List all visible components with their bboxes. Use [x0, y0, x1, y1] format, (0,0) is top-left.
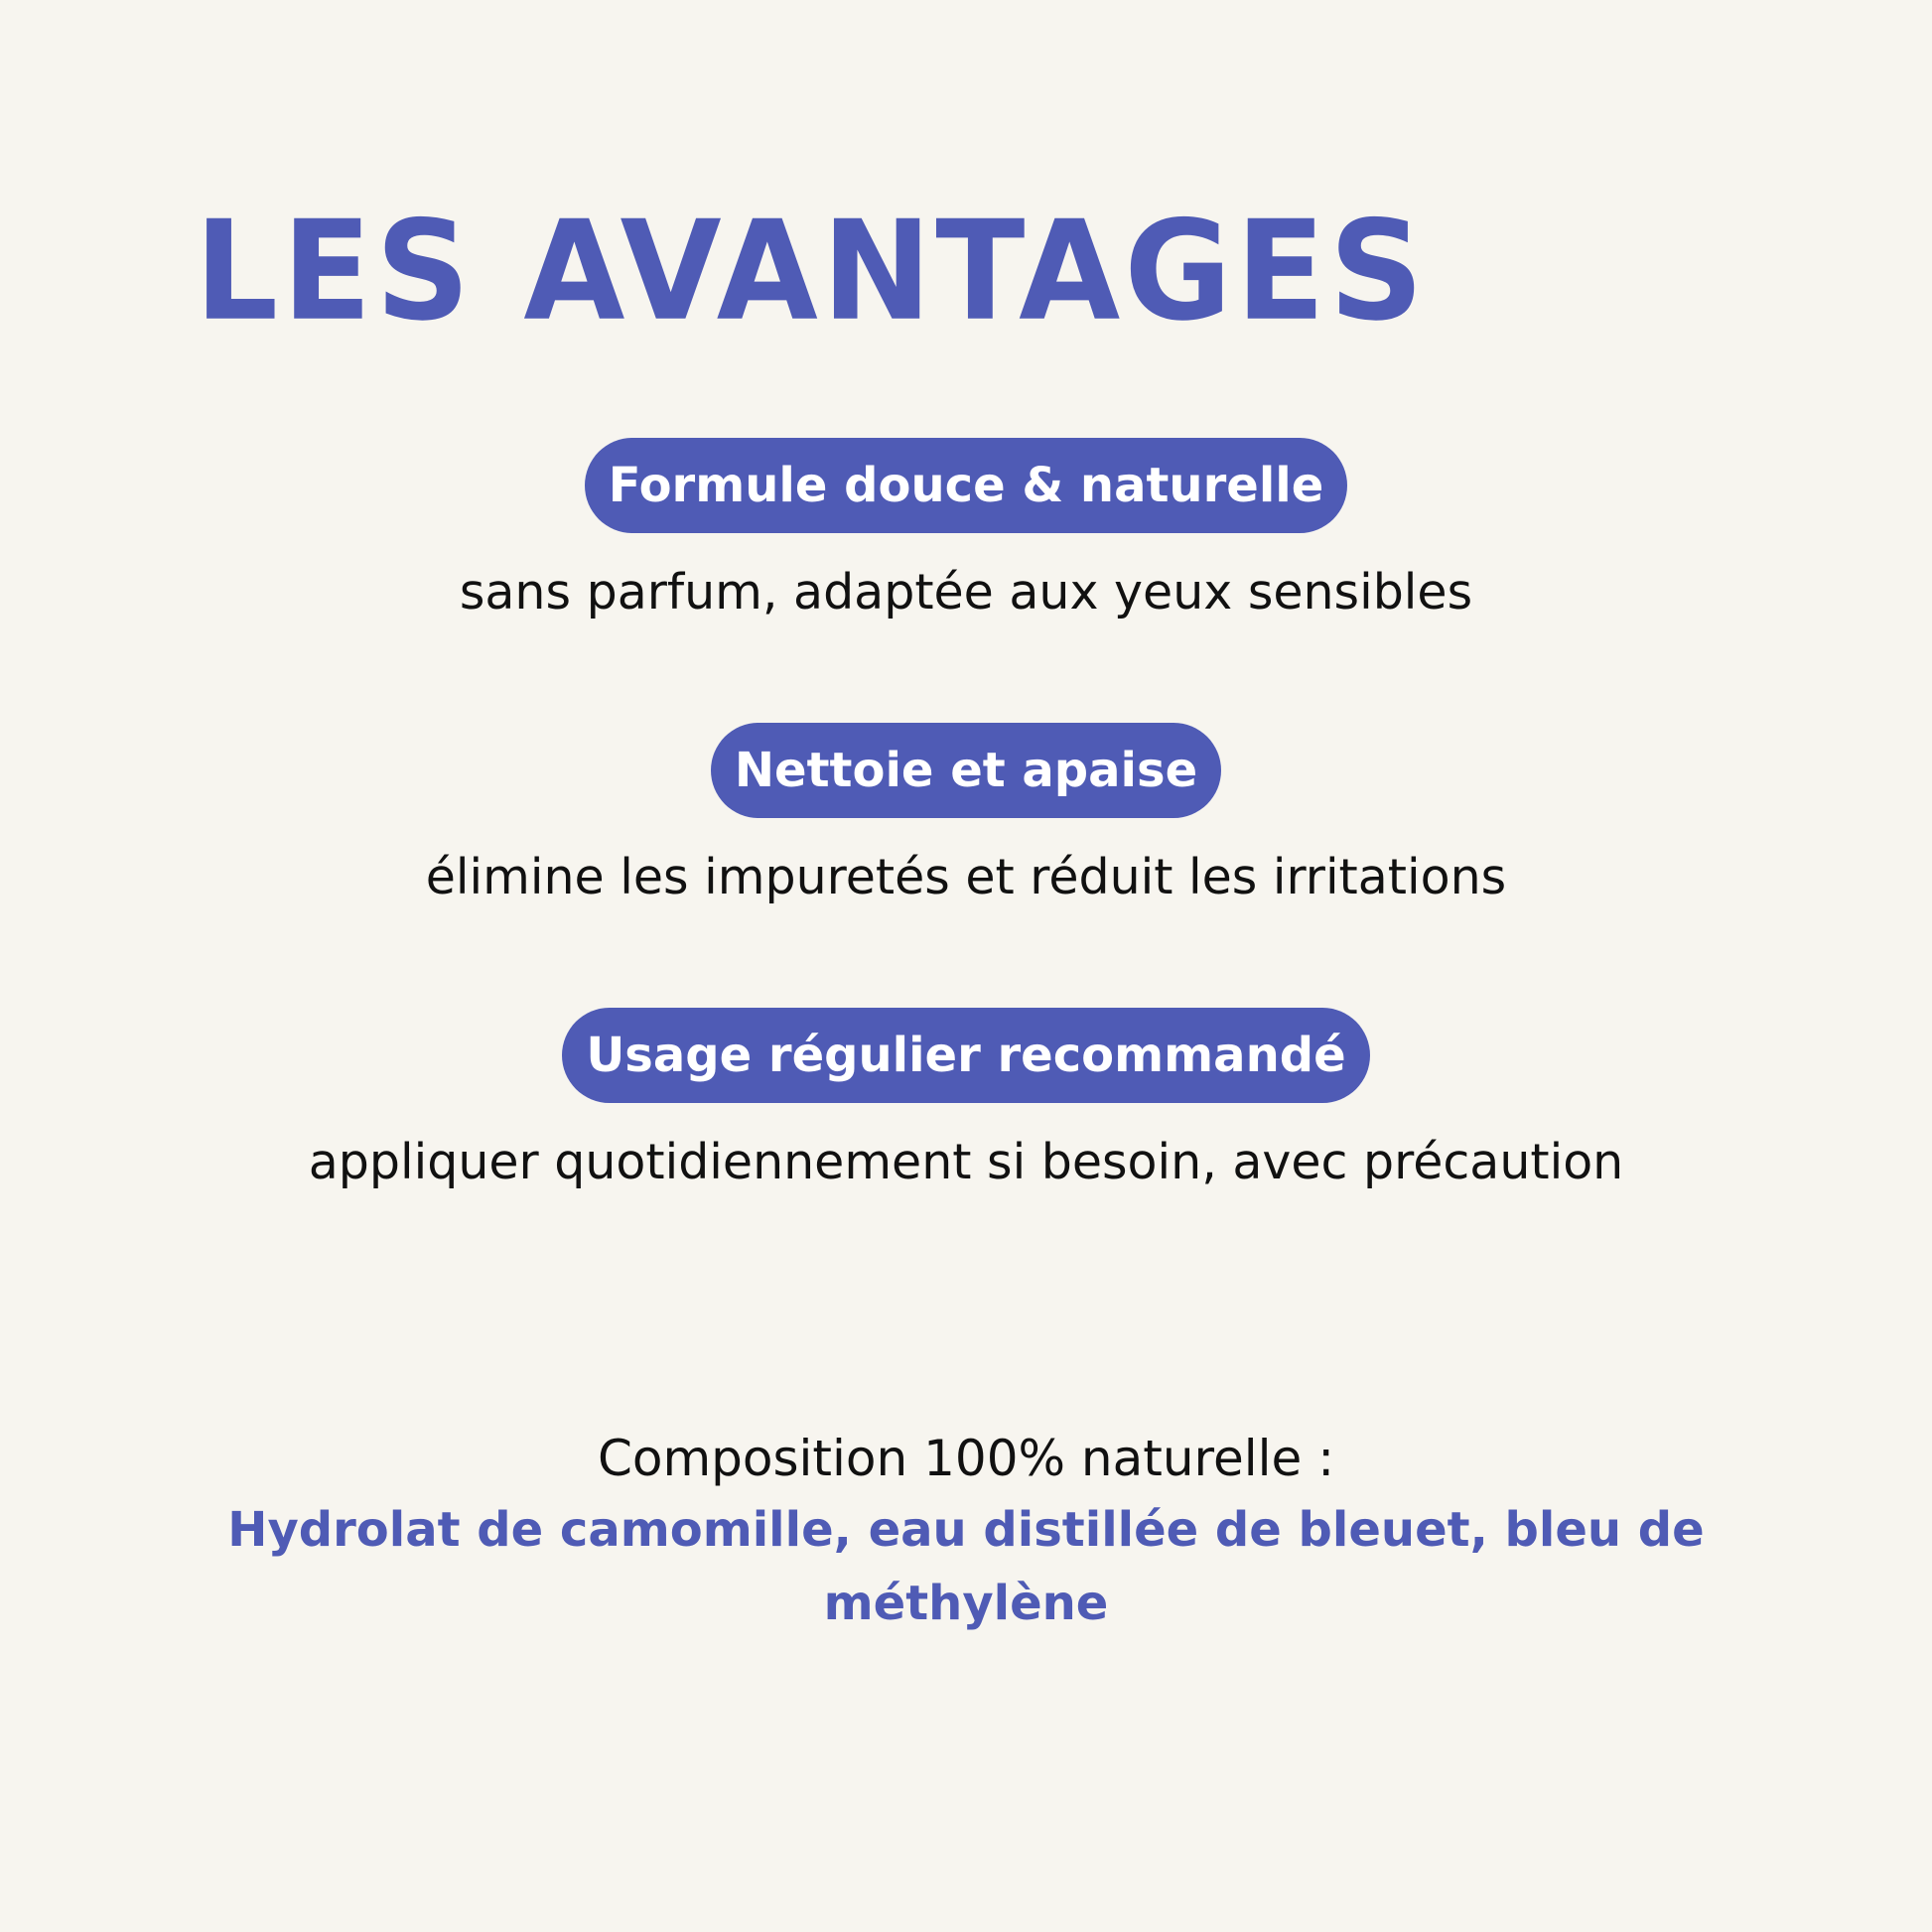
- page-title: LES AVANTAGES: [195, 191, 1428, 352]
- benefit-description: appliquer quotidiennement si besoin, avec précaution: [308, 1134, 1624, 1190]
- benefit-badge: Usage régulier recommandé: [562, 1008, 1369, 1103]
- benefit-badge: Formule douce & naturelle: [585, 438, 1348, 533]
- benefit-item: [0, 438, 1932, 624]
- benefit-badge: Nettoie et apaise: [711, 723, 1221, 818]
- benefit-description: sans parfum, adaptée aux yeux sensibles: [459, 564, 1473, 621]
- composition-ingredients: Hydrolat de camomille, eau distillée de bleuet, bleu de méthylène: [227, 1502, 1705, 1631]
- benefit-item: [0, 723, 1932, 909]
- benefit-item: [0, 1008, 1932, 1194]
- benefit-description: élimine les impuretés et réduit les irritations: [425, 849, 1507, 905]
- composition-section: [0, 1424, 1932, 1640]
- composition-label: Composition 100% naturelle :: [597, 1430, 1335, 1487]
